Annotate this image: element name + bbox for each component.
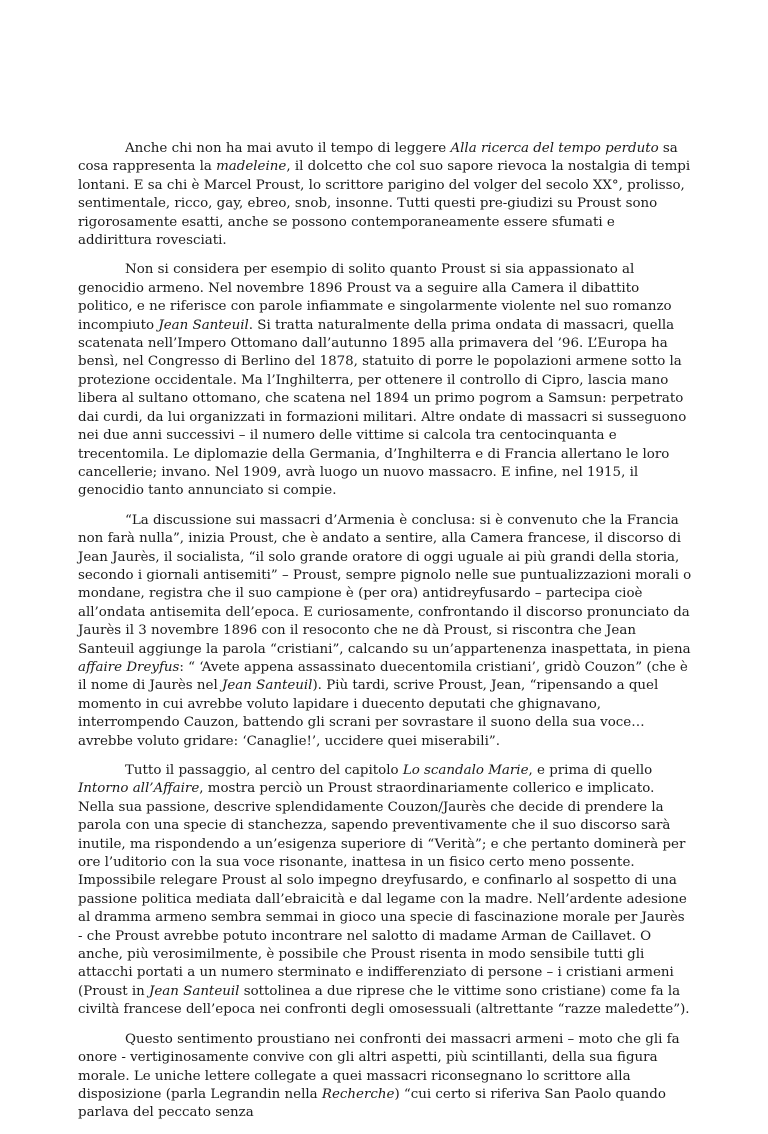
text-segment: , mostra perciò un Proust straordinariamente collerico e implicato. Nella sua passione, descrive splendidamente Couzon/Jaurès che decide di prendere la parola con una specie di stanchezza, sapendo preventivamente che il suo discorso sarà inutile, ma rispondendo a un’esigenza superiore di “Verità”; e che pertanto dominerà per ore l’uditorio con la sua voce risonante, inattesa in un fisico certo meno possente. Impossibile relegare Proust al solo impegno dreyfusardo, e confinarlo al sospetto di una passione politica mediata dall’ebraicità e dal legame con la madre. Nell’ardente adesione al dramma armeno sembra semmai in gioco una specie di fascinazione morale per Jaurès - che Proust avrebbe potuto incontrare nel salotto di madame Arman de Caillavet. O anche, più verosimilmente, è possibile che Proust risenta in modo sensibile tutti gli attacchi portati a un numero sterminato e indifferenziato di persone – i cristiani armeni (Proust in	[78, 781, 687, 999]
book-title-text: Jean Santeuil	[158, 317, 249, 333]
text-segment: ) “cui certo si riferiva San Paolo quando parlava del peccato senza	[78, 1086, 666, 1121]
text-segment: “La discussione sui massacri d’Armenia è conclusa: si è convenuto che la Francia non farà nulla”, inizia Proust, che è andato a sentire, alla Camera francese, il discorso di Jean Jaurès, il socialista, “il solo grande oratore di oggi uguale ai più grandi della storia, secondo i giornali antisemiti” – Proust, sempre pignolo nelle sue puntualizzazioni morali o mondane, registra che il suo campione è (per ora) antidreyfusardo – partecipa cioè all’ondata antisemita dell’epoca. E curiosamente, confrontando il discorso pronunciato da Jaurès il 3 novembre 1896 con il resoconto che ne dà Proust, si riscontra che Jean Santeuil aggiunge la parola “cristiani”, calcando su un’appartenenza inaspettata, in piena	[78, 512, 692, 657]
book-title-text: Alla ricerca del tempo perduto	[450, 141, 659, 156]
chapter-title-text: Intorno all’Affaire	[78, 781, 200, 797]
text-segment: , e prima di quello	[528, 763, 653, 778]
book-title-text: Jean Santeuil	[222, 678, 313, 694]
text-segment: sottolinea a due riprese che le vittime sono cristiane) come fa la civiltà francese dell’epoca nei confronti degli omosessuali (altrettante “razze maledette”).	[78, 983, 690, 1018]
text-segment: Non si considera per esempio di solito quanto Proust si sia appassionato al genocidio armeno. Nel novembre 1896 Proust va a seguire alla Camera il dibattito politico, e ne riferisce con parole infiammate e singolarmente violente nel suo romanzo incompiuto	[78, 262, 672, 333]
paragraph-1	[78, 140, 692, 250]
text-segment: . Si tratta naturalmente della prima ondata di massacri, quella scatenata nell’Impero Ottomano dall’autunno 1895 alla primavera del ’96. L’Europa ha bensì, nel Congresso di Berlino del 1878, statuito di porre le popolazioni armene sotto la protezione occidentale. Ma l’Inghilterra, per ottenere il controllo di Cipro, lascia mano libera al sultano ottomano, che scatena nel 1894 un primo pogrom a Samsun: perpetrato dai curdi, da lui organizzati in formazioni militari. Altre ondate di massacri si susseguono nei due anni successivi – il numero delle vittime si calcola tra centocinquanta e trecentomila. Le diplomazie della Germania, d’Inghilterra e di Francia allertano le loro cancellerie; invano. Nel 1909, avrà luogo un nuovo massacro. E infine, nel 1915, il genocidio tanto annunciato si compie.	[78, 317, 687, 499]
document-body	[78, 140, 692, 1134]
text-segment: Anche chi non ha mai avuto il tempo di leggere	[125, 141, 451, 156]
text-segment: sa cosa rappresenta la	[78, 141, 678, 175]
text-segment: : “ ‘Avete appena assassinato duecentomila cristiani’, gridò Couzon” (che è il nome di Jaurès nel	[78, 659, 688, 694]
italic-term: affaire Dreyfus	[78, 659, 180, 675]
paragraph-3	[78, 512, 692, 751]
paragraph-2	[78, 261, 692, 500]
chapter-title-text: Lo scandalo Marie	[402, 763, 529, 778]
text-segment: Tutto il passaggio, al centro del capitolo	[125, 763, 403, 778]
italic-term: madeleine	[216, 159, 287, 175]
book-title-text: Recherche	[321, 1086, 395, 1102]
paragraph-4	[78, 762, 692, 1020]
text-segment: , il dolcetto che col suo sapore rievoca la nostalgia di tempi lontani. E sa chi è Marcel Proust, lo scrittore parigino del volger del secolo XX°, prolisso, sentimentale, ricco, gay, ebreo, snob, insonne. Tutti questi pre-giudizi su Proust sono rigorosamente esatti, anche se possono contemporaneamente essere sfumati e addirittura rovesciati.	[78, 159, 691, 249]
book-title-text: Jean Santeuil	[149, 983, 240, 999]
paragraph-5	[78, 1031, 692, 1123]
text-segment: Questo sentimento proustiano nei confronti dei massacri armeni – moto che gli fa onore - vertiginosamente convive con gli altri aspetti, più scintillanti, della sua figura morale. Le uniche lettere collegate a quei massacri riconsegnano lo scrittore alla disposizione (parla Legrandin nella	[78, 1031, 680, 1102]
text-segment: ). Più tardi, scrive Proust, Jean, “ripensando a quel momento in cui avrebbe voluto lapidare i duecento deputati che ghignavano, interrompendo Cauzon, battendo gli scrani per sovrastare il suono della sua voce…avrebbe voluto gridare: ‘Canaglie!’, uccidere quei miserabili”.	[78, 678, 659, 749]
